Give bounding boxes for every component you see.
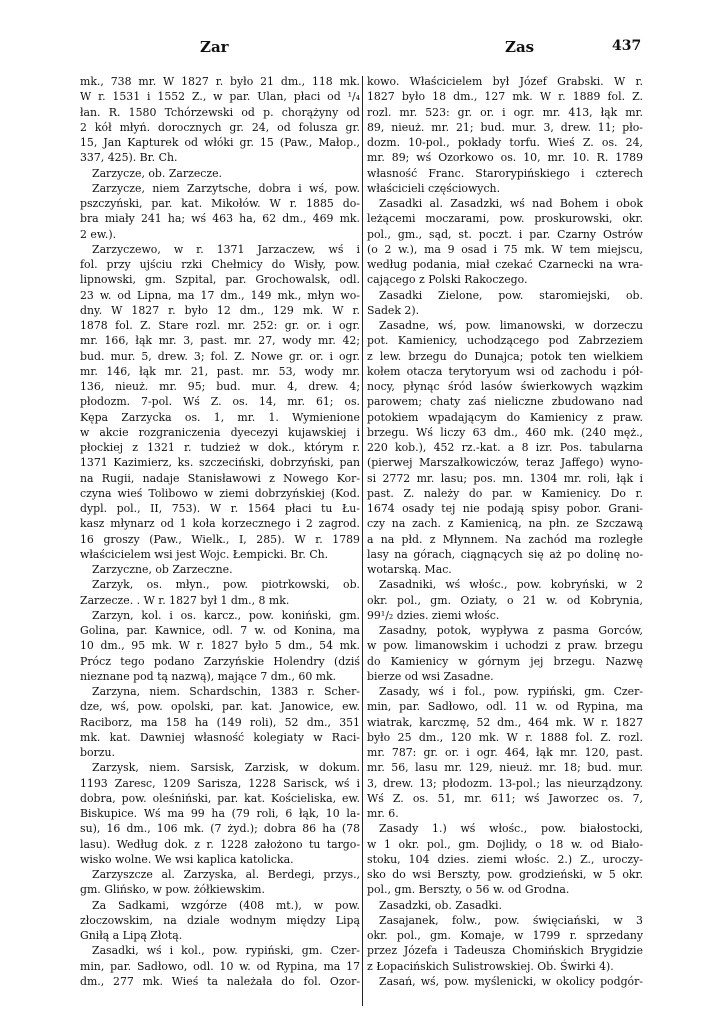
page-number: 437 xyxy=(612,38,642,54)
text-line: Zarzyn, kol. i os. karcz., pow. koniński, gm. xyxy=(92,608,360,622)
text-line: z Łopacińskich Sulistrowskiej. Ob. Świrki 4). xyxy=(367,959,614,973)
text-line: 3, drew. 13; płodozm. 13-pol.; las nieurządzony. xyxy=(367,776,643,790)
text-line: min, par. Sadłowo, odl. 10 w. od Rypina, ma 17 xyxy=(80,959,360,973)
text-line: czy na zach. z Kamienicą, na płn. ze Szczawą xyxy=(367,517,643,531)
text-line: Zarzysk, niem. Sarsisk, Zarzisk, w dokum. xyxy=(92,761,360,775)
text-line: Raciborz, ma 158 ha (149 roli), 52 dm., 351 xyxy=(80,715,360,729)
text-line: dm., 277 mk. Wieś ta należała do fol. Ozor- xyxy=(80,974,360,988)
text-line: mr. 6. xyxy=(367,807,399,820)
text-line: w 1 okr. pol., gm. Dojlidy, o 18 w. od Biało- xyxy=(367,837,643,851)
text-line: 99¹/₂ dzies. ziemi włośc. xyxy=(367,608,500,622)
text-line: W r. 1531 i 1552 Z., w par. Ulan, płaci od ¹/₄ xyxy=(80,90,360,104)
text-line: kasz młynarz od 1 koła korzecznego i 2 zagrod. xyxy=(80,517,360,531)
text-line: Zasadne, wś, pow. limanowski, w dorzeczu xyxy=(379,319,643,332)
text-line: Zasady 1.) wś włośc., pow. białostocki, xyxy=(379,822,643,836)
text-line: kowo. Właścicielem był Józef Grabski. W r. xyxy=(367,75,643,88)
text-line: Zarzyna, niem. Schardschin, 1383 r. Scher- xyxy=(92,685,360,698)
text-line: mr. 56, lasu mr. 129, nieuż. mr. 18; bud. mur. xyxy=(367,761,643,775)
text-line: 337, 425). Br. Ch. xyxy=(80,151,178,165)
text-line: parowem; chaty zaś nieliczne zbudowano nad xyxy=(367,395,643,409)
text-line: a na płd. z Młynnem. Na zachód ma rozległe xyxy=(367,532,643,546)
text-line: okr. pol., gm. Komaje, w 1799 r. sprzedany xyxy=(367,929,643,942)
text-line: pol., gm. Berszty, o 56 w. od Grodna. xyxy=(367,883,570,897)
text-line: 23 w. od Lipna, ma 17 dm., 149 mk., młyn wo- xyxy=(80,288,360,302)
text-line: past. Z. należy do par. w Kamienicy. Do r. xyxy=(367,486,643,500)
text-line: dny. W 1827 r. było 12 dm., 129 mk. W r. xyxy=(80,303,360,317)
text-line: Zarzyszcze al. Zarzyska, al. Berdegi, przys., xyxy=(92,868,360,881)
text-line: mk. kat. Dawniej własność kolegiaty w Raci- xyxy=(80,730,360,744)
text-line: okr. pol., gm. Oziaty, o 21 w. od Kobrynia, xyxy=(367,593,643,607)
text-line: w akcie rozgraniczenia dyecezyi kujawskiej i xyxy=(80,425,360,439)
left-column xyxy=(80,74,360,989)
text-line: Kępa Zarzycka os. 1, mr. 1. Wymienione xyxy=(80,410,360,424)
text-line: 15, Jan Kapturek od włóki gr. 15 (Paw., Małop., xyxy=(80,136,360,149)
text-line: mr. 89; wś Ozorkowo os. 10, mr. 10. R. 1789 xyxy=(367,151,643,165)
text-line: 220 kob.), 452 rz.-kat. a 8 izr. Pos. tabularna xyxy=(367,441,643,454)
text-line: bud. mur. 5, drew. 3; fol. Z. Nowe gr. or. i ogr. xyxy=(80,349,360,363)
text-line: Sadek 2). xyxy=(367,303,420,317)
page-header xyxy=(0,38,720,60)
text-line: 89, nieuż. mr. 21; bud. mur. 3, drew. 11; pło- xyxy=(367,120,643,134)
text-line: Zasadniki, wś włośc., pow. kobryński, w 2 xyxy=(379,578,643,592)
text-line: płodozm. 7-pol. Wś Z. os. 14, mr. 61; os. xyxy=(80,395,360,409)
text-line: lipnowski, gm. Szpital, par. Grochowalsk, odl. xyxy=(80,273,360,287)
text-line: Wś Z. os. 51, mr. 611; wś Jaworzec os. 7, xyxy=(367,791,643,805)
text-line: lasy na górach, ciągnących się aż po dolinę no- xyxy=(367,547,643,561)
text-line: 2 ew.). xyxy=(80,227,117,241)
text-line: przez Józefa i Tadeusza Chomińskich Brygidzie xyxy=(367,944,643,958)
text-line: właścicieli częściowych. xyxy=(367,181,501,195)
text-line: pot. Kamienicy, uchodzącego pod Zabrzeziem xyxy=(367,334,643,348)
text-line: Zasajanek, folw., pow. święciański, w 3 xyxy=(379,913,643,927)
text-line: Zasadki, wś i kol., pow. rypiński, gm. Czer- xyxy=(92,944,360,958)
text-line: z lew. brzegu do Dunajca; potok ten wielkiem xyxy=(367,349,643,363)
text-line: Zasady, wś i fol., pow. rypiński, gm. Czer- xyxy=(379,685,643,698)
text-line: Golina, par. Kawnice, odl. 7 w. od Konina, ma xyxy=(80,624,360,637)
text-line: pol., gm., sąd, st. poczt. i par. Czarny Ostrów xyxy=(367,227,643,241)
text-line: Zarzecze. . W r. 1827 był 1 dm., 8 mk. xyxy=(80,593,290,607)
text-line: 1371 Kazimierz, ks. szczeciński, dobrzyński, pan xyxy=(80,456,360,470)
text-line: (o 2 w.), ma 9 osad i 75 mk. W tem miejscu, xyxy=(367,242,643,256)
text-line: złoczowskim, na dziale wodnym między Lipą xyxy=(80,913,360,927)
text-line: brzegu. Wś liczy 63 dm., 460 mk. (240 męż., xyxy=(367,425,643,439)
text-line: dobra, pow. oleśniński, par. kat. Kościeliska, ew. xyxy=(80,791,360,805)
text-line: własność Franc. Starorypińskiego i czterech xyxy=(367,166,643,180)
column-divider xyxy=(362,76,363,1006)
text-line: właścicielem wsi jest Wojc. Łempicki. Br. Ch. xyxy=(80,547,329,561)
text-line: sko do wsi Berszty, pow. grodzieński, w 5 okr. xyxy=(367,868,643,881)
text-line: Zasadzki, ob. Zasadki. xyxy=(379,898,502,912)
text-line: dozm. 10-pol., pokłady torfu. Wieś Z. os. 24, xyxy=(367,136,643,149)
text-line: Zarzycze, niem Zarzytsche, dobra i wś, pow. xyxy=(92,181,360,195)
text-line: borzu. xyxy=(80,746,115,759)
text-line: pszczyński, par. kat. Mikołów. W r. 1885 do- xyxy=(80,197,360,210)
text-line: do Kamienicy w górnym jej brzegu. Nazwę xyxy=(367,654,643,668)
right-column xyxy=(367,74,643,989)
text-line: mr. 146, łąk mr. 21, past. mr. 53, wody mr. xyxy=(80,364,360,378)
text-line: Zarzyczewo, w r. 1371 Jarzaczew, wś i xyxy=(92,242,360,256)
text-line: płockiej z 1321 r. tudzież w dok., którym r. xyxy=(80,441,360,454)
text-line: dypl. pol., II, 753). W r. 1564 płaci tu Łu- xyxy=(80,502,360,515)
running-head-right: Zas xyxy=(505,38,535,56)
text-line: Zarzycze, ob. Zarzecze. xyxy=(92,166,223,180)
text-line: mr. 787: gr. or. i ogr. 464, łąk mr. 120, past. xyxy=(367,746,643,759)
text-line: wotarską. Mac. xyxy=(367,563,452,576)
text-line: 1193 Zaresc, 1209 Sarisza, 1228 Sarisck, wś i xyxy=(80,776,360,790)
text-line: 1674 osady tej nie podają spisy pobor. Grani- xyxy=(367,502,643,515)
text-line: Zarzyk, os. młyn., pow. piotrkowski, ob. xyxy=(92,578,360,592)
text-line: nocy, płynąc śród lasów świerkowych wązkim xyxy=(367,380,643,393)
text-line: lasu). Według dok. z r. 1228 założono tu targo- xyxy=(80,837,360,851)
text-line: gm. Glińsko, w pow. żółkiewskim. xyxy=(80,883,265,897)
text-line: 2 kół młyń. dorocznych gr. 24, od folusza gr. xyxy=(80,120,360,134)
running-head-left: Zar xyxy=(200,38,229,56)
text-line: wisko wolne. We wsi kaplica katolicka. xyxy=(80,852,294,866)
text-line: Prócz tego podano Zarzyńskie Holendry (dziś xyxy=(80,654,360,668)
text-line: według podania, miał czekać Czarnecki na wra- xyxy=(367,258,643,271)
text-line: wiatrak, karczmę, 52 dm., 464 mk. W r. 1827 xyxy=(367,715,643,729)
text-line: Zasadki al. Zasadzki, wś nad Bohem i obok xyxy=(379,197,643,210)
text-line: 1827 było 18 dm., 127 mk. W r. 1889 fol. Z. xyxy=(367,90,643,104)
text-line: Za Sadkami, wzgórze (408 mt.), w pow. xyxy=(92,898,360,912)
text-line: bra miały 241 ha; wś 463 ha, 62 dm., 469 mk. xyxy=(80,212,360,226)
text-line: rozl. mr. 523: gr. or. i ogr. mr. 413, łąk mr. xyxy=(367,105,643,119)
text-line: Zasań, wś, pow. myślenicki, w okolicy podgór- xyxy=(379,974,643,988)
text-line: mk., 738 mr. W 1827 r. było 21 dm., 118 mk. xyxy=(80,75,360,88)
text-line: kołem otacza terytoryum wsi od zachodu i pół- xyxy=(367,364,643,378)
text-line: (pierwej Marszałkowiczów, teraz Jaffego) wyno- xyxy=(367,456,643,470)
text-line: w pow. limanowskim i uchodzi z praw. brzegu xyxy=(367,639,643,653)
text-line: si 2772 mr. lasu; pos. mn. 1304 mr. roli, łąk i xyxy=(367,471,643,485)
text-line: 10 dm., 95 mk. W r. 1827 było 5 dm., 54 mk. xyxy=(80,639,360,653)
text-line: leżącemi moczarami, pow. proskurowski, okr. xyxy=(367,212,643,226)
text-line: nieznane pod tą nazwą), mające 7 dm., 60 mk. xyxy=(80,669,337,683)
text-line: Zasadki Zielone, pow. staromiejski, ob. xyxy=(379,288,643,302)
text-line: na Rugii, nadaje Stanisławowi z Nowego Kor- xyxy=(80,471,360,485)
text-line: dze, wś, pow. opolski, par. kat. Janowice, ew. xyxy=(80,700,360,714)
text-line: mr. 166, łąk mr. 3, past. mr. 27, wody mr. 42; xyxy=(80,334,360,348)
text-line: bierze od wsi Zasadne. xyxy=(367,669,494,683)
text-line: Zasadny, potok, wypływa z pasma Gorców, xyxy=(379,624,643,637)
text-line: su), 16 dm., 106 mk. (7 żyd.); dobra 86 ha (78 xyxy=(80,822,360,836)
text-line: łan. R. 1580 Tchórzewski od p. chorążyny od xyxy=(80,105,360,119)
text-line: Biskupice. Wś ma 99 ha (79 roli, 6 łąk, 10 la- xyxy=(80,807,360,820)
text-line: Gniłą a Lipą Złotą. xyxy=(80,929,183,942)
text-line: czyna wieś Tolibowo w ziemi dobrzyńskiej (Kod. xyxy=(80,486,360,500)
text-line: potokiem wpadającym do Kamienicy z praw. xyxy=(367,410,643,424)
text-line: Zarzyczne, ob Zarzeczne. xyxy=(92,563,233,576)
text-line: 136, nieuż. mr. 95; bud. mur. 4, drew. 4; xyxy=(80,380,360,393)
text-line: 16 groszy (Paw., Wielk., I, 285). W r. 1789 xyxy=(80,532,360,546)
text-line: fol. przy ujściu rzki Chełmicy do Wisły, pow. xyxy=(80,258,360,271)
text-line: 1878 fol. Z. Stare rozl. mr. 252: gr. or. i ogr. xyxy=(80,319,360,332)
text-line: było 25 dm., 120 mk. W r. 1888 fol. Z. rozl. xyxy=(367,730,643,744)
text-line: cającego z Polski Rakoczego. xyxy=(367,273,528,287)
text-line: min, par. Sadłowo, odl. 11 w. od Rypina, ma xyxy=(367,700,643,714)
text-line: stoku, 104 dzies. ziemi włośc. 2.) Z., uroczy- xyxy=(367,852,643,866)
